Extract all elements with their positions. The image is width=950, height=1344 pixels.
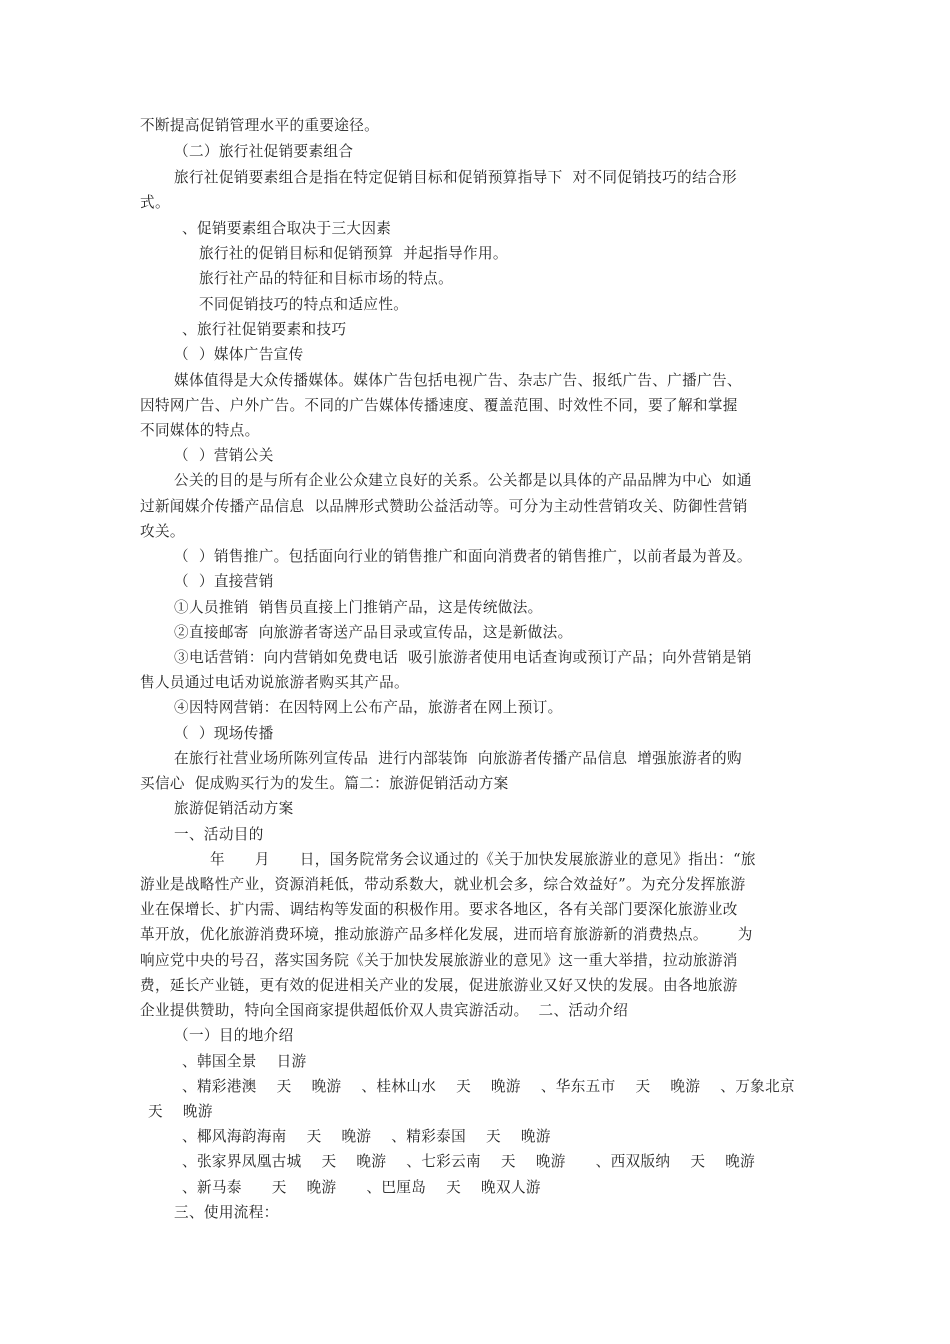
list-item: 旅行社的促销目标和促销预算 并起指导作用。 (199, 245, 508, 262)
subsection-heading: （ ）媒体广告宣传 (174, 346, 304, 363)
list-item: ①人员推销 销售员直接上门推销产品，这是传统做法。 (174, 599, 543, 616)
text-line: 企业提供赞助，特向全国商家提供超低价双人贵宾游活动。 二、活动介绍 (140, 1002, 629, 1019)
text-line: 响应党中央的号召，落实国务院《关于加快发展旅游业的意见》这一重大举措，拉动旅游消 (140, 952, 738, 969)
text-line: 媒体值得是大众传播媒体。媒体广告包括电视广告、杂志广告、报纸广告、广播广告、 (174, 372, 742, 389)
text-line: 费，延长产业链，更有效的促进相关产业的发展，促进旅游业又好又快的发展。由各地旅游 (140, 977, 738, 994)
list-item: 、精彩港澳 天 晚游 、桂林山水 天 晚游 、华东五市 天 晚游 、万象北京 (182, 1078, 795, 1095)
subsection-heading: （ ）现场传播 (174, 725, 274, 742)
text-line: 公关的目的是与所有企业公众建立良好的关系。公关都是以具体的产品品牌为中心 如通 (174, 472, 752, 489)
subsection-heading: （ ）直接营销 (174, 573, 274, 590)
list-item: 、椰风海韵海南 天 晚游 、精彩泰国 天 晚游 (182, 1128, 551, 1145)
list-item: 、张家界凤凰古城 天 晚游 、七彩云南 天 晚游 、西双版纳 天 晚游 (182, 1153, 756, 1170)
subsection-heading: （一）目的地介绍 (174, 1027, 294, 1044)
list-heading: 、促销要素组合取决于三大因素 (182, 220, 392, 237)
list-item: ④因特网营销：在因特网上公布产品，旅游者在网上预订。 (174, 699, 563, 716)
text-line: 业在保增长、扩内需、调结构等发面的积极作用。要求各地区，各有关部门要深化旅游业改 (140, 901, 738, 918)
section-heading: 一、活动目的 (174, 826, 264, 843)
subsection-heading: （ ）营销公关 (174, 447, 274, 464)
text-line: 因特网广告、户外广告。不同的广告媒体传播速度、覆盖范围、时效性不同，要了解和掌握 (140, 397, 738, 414)
text-line: 革开放，优化旅游消费环境，推动旅游产品多样化发展，进而培育旅游新的消费热点。 为 (140, 926, 753, 943)
section-heading: 三、使用流程： (174, 1204, 279, 1221)
text-line: 买信心 促成购买行为的发生。篇二：旅游促销活动方案 (140, 775, 509, 792)
list-item: 、新马泰 天 晚游 、巴厘岛 天 晚双人游 (182, 1179, 541, 1196)
list-item: 、韩国全景 日游 (182, 1053, 307, 1070)
text-line: 在旅行社营业场所陈列宣传品 进行内部装饰 向旅游者传播产品信息 增强旅游者的购 (174, 750, 742, 767)
text-line: 不断提高促销管理水平的重要途径。 (140, 117, 380, 134)
text-line: 售人员通过电话劝说旅游者购买其产品。 (140, 674, 409, 691)
text-line: 旅行社促销要素组合是指在特定促销目标和促销预算指导下 对不同促销技巧的结合形 (174, 169, 737, 186)
document-title: 旅游促销活动方案 (174, 800, 294, 817)
list-item: ②直接邮寄 向旅游者寄送产品目录或宣传品，这是新做法。 (174, 624, 573, 641)
text-line: 攻关。 (140, 523, 185, 540)
list-heading: 、旅行社促销要素和技巧 (182, 321, 347, 338)
section-heading: （二）旅行社促销要素组合 (174, 143, 354, 160)
text-line: 年 月 日，国务院常务会议通过的《关于加快发展旅游业的意见》指出：“旅 (210, 851, 756, 868)
list-item: ③电话营销：向内营销如免费电话 吸引旅游者使用电话查询或预订产品；向外营销是销 (174, 649, 752, 666)
text-line: 过新闻媒介传播产品信息 以品牌形式赞助公益活动等。可分为主动性营销攻关、防御性营销 (140, 498, 748, 515)
list-item: 不同促销技巧的特点和适应性。 (199, 296, 409, 313)
text-line: 式。 (140, 194, 170, 211)
text-line: 游业是战略性产业，资源消耗低，带动系数大，就业机会多，综合效益好”。为充分发挥旅游 (140, 876, 746, 893)
text-line: 天 晚游 (148, 1103, 213, 1120)
list-item: 旅行社产品的特征和目标市场的特点。 (199, 270, 454, 287)
text-line: 不同媒体的特点。 (140, 422, 260, 439)
subsection-heading: （ ）销售推广。包括面向行业的销售推广和面向消费者的销售推广，以前者最为普及。 (174, 548, 752, 565)
